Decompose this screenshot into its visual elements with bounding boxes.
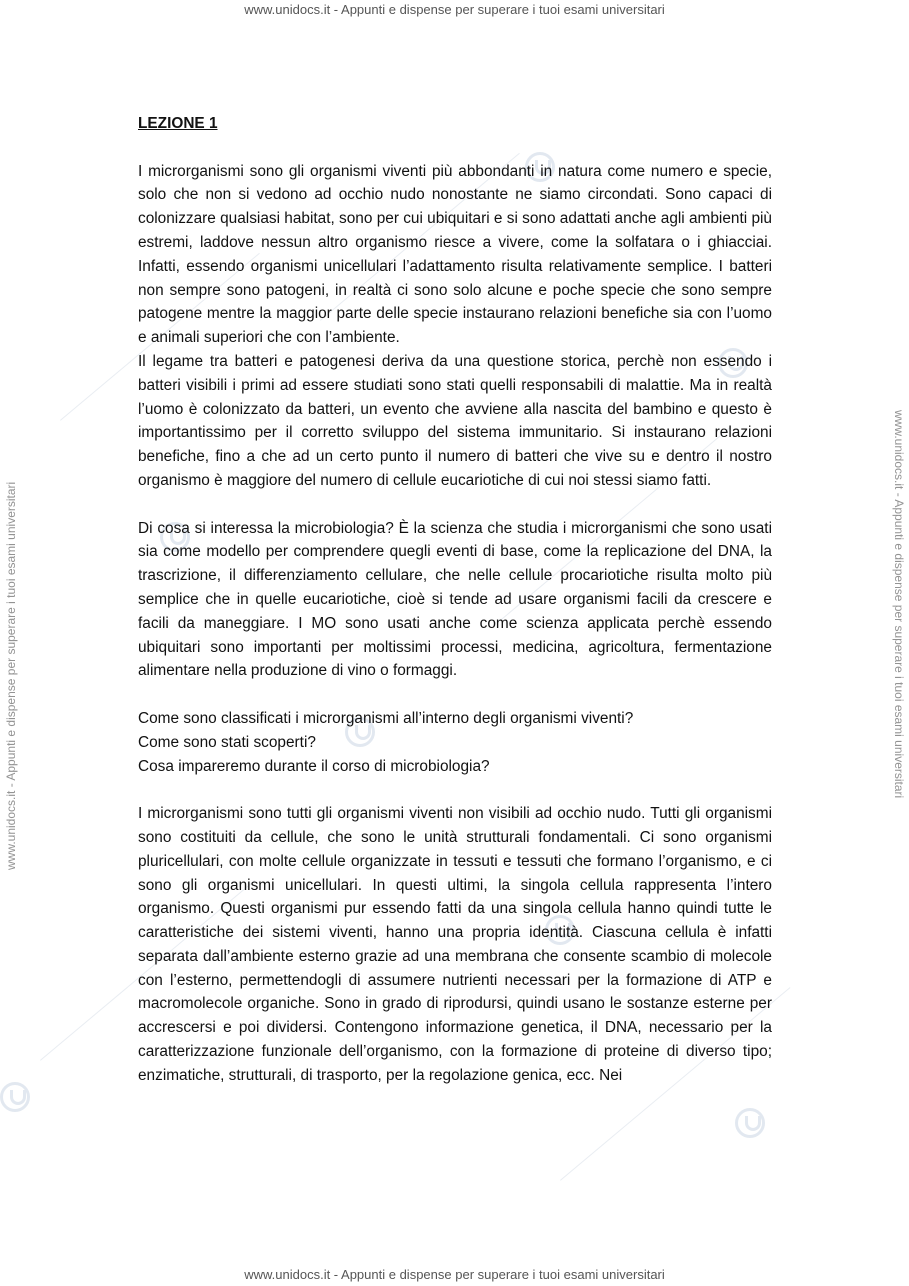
paragraph: Di cosa si interessa la microbiologia? È la scienza che studia i microrganismi che sono usati sia come modello per comprendere quegli eventi di base, come la replicazione del DNA, la trascrizione, il differenziamento cellulare, che nelle cellule procariotiche risulta molto più semplice che in quelle eucariotiche, cioè si tende ad usare organismi facili da crescere e facili da maneggiare. I MO sono usati anche come scienza applicata perchè essendo ubiquitari sono importanti per moltissimi processi, medicina, agricoltura, fermentazione alimentare nella produzione di vino o formaggi. [138, 519, 772, 680]
question: Cosa impareremo durante il corso di microbiologia? [138, 757, 490, 775]
spacer [138, 493, 772, 517]
paragraph: Il legame tra batteri e patogenesi deriva da una questione storica, perchè non essendo i batteri visibili i primi ad essere studiati sono stati quelli responsabili di malattie. Ma in realtà l’uomo è colonizzato da batteri, un evento che avviene alla nascita del bambino e questo è importantissimo per il corretto sviluppo del sistema immunitario. Si instaurano relazioni benefiche, fino a che ad un certo punto il numero di batteri che vive su e dentro il nostro organismo è maggiore del numero di cellule eucariotiche di cui noi stessi siamo fatti. [138, 352, 772, 489]
spacer [138, 778, 772, 802]
watermark-logo-icon [0, 1082, 30, 1112]
lesson-title: LEZIONE 1 [138, 115, 218, 132]
spacer [138, 136, 772, 160]
watermark-logo-icon [735, 1108, 765, 1138]
question: Come sono classificati i microrganismi all’interno degli organismi viventi? [138, 709, 634, 727]
spacer [138, 683, 772, 707]
watermark-side-left: www.unidocs.it - Appunti e dispense per superare i tuoi esami universitari [4, 481, 18, 870]
watermark-banner-bottom: www.unidocs.it - Appunti e dispense per superare i tuoi esami universitari [244, 1267, 665, 1282]
question: Come sono stati scoperti? [138, 733, 316, 751]
watermark-side-right: www.unidocs.it - Appunti e dispense per superare i tuoi esami universitari [892, 410, 906, 799]
document-body [138, 112, 772, 1088]
paragraph: I microrganismi sono tutti gli organismi viventi non visibili ad occhio nudo. Tutti gli organismi sono costituiti da cellule, che sono le unità strutturali fondamentali. Ci sono organismi pluricellulari, con molte cellule organizzate in tessuti e tessuti che formano l’organismo, e ci sono gli organismi unicellulari. In questi ultimi, la singola cellula rappresenta l’intero organismo. Questi organismi pur essendo fatti da una singola cellula hanno quindi tutte le caratteristiche dei sistemi viventi, hanno una propria identità. Ciascuna cellula è infatti separata dall’ambiente esterno grazie ad una membrana che consente scambio di molecole con l’esterno, permettendogli di assumere nutrienti necessari per la formazione di ATP e macromolecole organiche. Sono in grado di riprodursi, quindi usano le sostanze esterne per accrescersi e poi dividersi. Contengono informazione genetica, il DNA, necessario per la caratterizzazione funzionale dell’organismo, con la formazione di proteine di diverso tipo; enzimatiche, strutturali, di trasporto, per la regolazione genica, ecc. Nei [138, 805, 772, 1084]
watermark-banner-top: www.unidocs.it - Appunti e dispense per superare i tuoi esami universitari [244, 2, 665, 17]
paragraph: I microrganismi sono gli organismi viventi più abbondanti in natura come numero e specie, solo che non si vedono ad occhio nudo nonostante ne siamo circondati. Sono capaci di colonizzare qualsiasi habitat, sono per cui ubiquitari e si sono adattati anche agli ambienti più estremi, laddove nessun altro organismo riesce a vivere, come la solfatara o i ghiacciai. Infatti, essendo organismi unicellulari l’adattamento risulta relativamente semplice. I batteri non sempre sono patogeni, in realtà ci sono solo alcune e poche specie che sono sempre patogene mentre la maggior parte delle specie instaurano relazioni benefiche sia con l’uomo e animali superiori che con l’ambiente. [138, 162, 772, 347]
